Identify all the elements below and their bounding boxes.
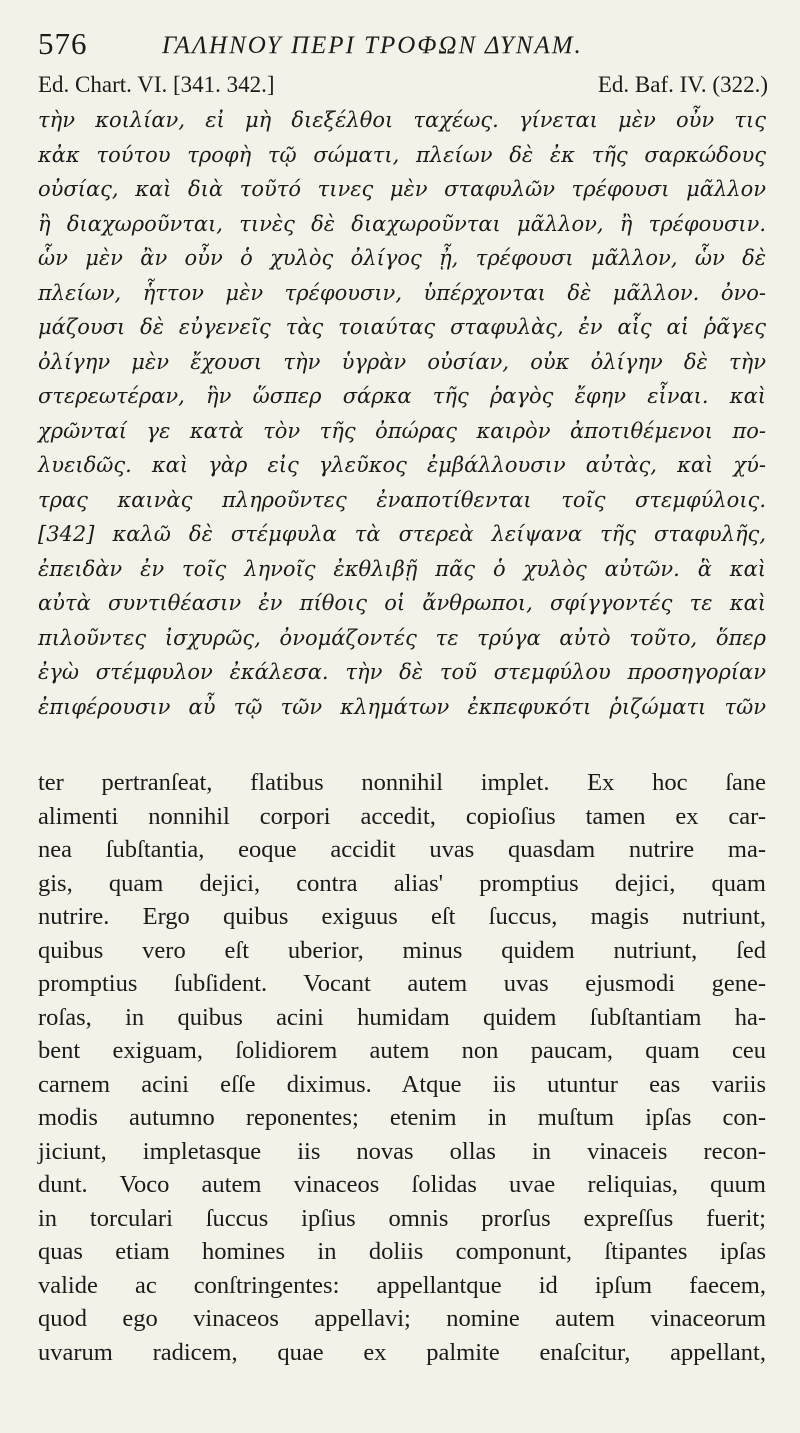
greek-line: οὐσίας, καὶ διὰ τοῦτό τινες μὲν σταφυλῶν τρέφουσι μᾶλλον (38, 177, 766, 201)
page-number: 576 (38, 26, 88, 61)
greek-line: πιλοῦντες ἰσχυρῶς, ὀνομάζοντές τε τρύγα αὐτὸ τοῦτο, ὅπερ (38, 625, 766, 650)
latin-line: roſas, in quibus acini humidam quidem ſubſtantiam ha- (38, 1003, 766, 1031)
latin-line: quibus vero eſt uberior, minus quidem nutriunt, ſed (38, 936, 766, 964)
latin-line: promptius ſubſident. Vocant autem uvas ejusmodi gene- (38, 970, 766, 997)
latin-line: modis autumno reponentes; etenim in muſtum ipſas con- (38, 1104, 766, 1131)
latin-line: gis, quam dejici, contra alias' promptius dejici, quam (38, 869, 766, 897)
latin-line: quas etiam homines in doliis componunt, ſtipantes ipſas (38, 1238, 766, 1265)
latin-line: dunt. Voco autem vinaceos ſolidas uvae reliquias, quum (38, 1171, 766, 1198)
greek-line: ἢ διαχωροῦνται, τινὲς δὲ διαχωροῦνται μᾶλλον, ἢ τρέφουσιν. (38, 211, 766, 236)
greek-line: ὧν μὲν ἂν οὖν ὁ χυλὸς ὀλίγος ᾖ, τρέφουσι μᾶλλον, ὧν δὲ (38, 246, 766, 270)
greek-text-block (38, 103, 766, 724)
greek-line: [342] καλῶ δὲ στέμφυλα τὰ στερεὰ λείψανα τῆς σταφυλῆς, (38, 522, 766, 546)
greek-line: τρας καινὰς πληροῦντες ἐναποτίθενται τοῖς στεμφύλοις. (38, 487, 766, 512)
latin-line: nea ſubſtantia, eoque accidit uvas quasdam nutrire ma- (38, 836, 766, 863)
greek-line: ἐπιφέρουσιν αὖ τῷ τῶν κλημάτων ἐκπεφυκότι ῥιζώματι τῶν (38, 694, 766, 719)
latin-line: jiciunt, impletasque iis novas ollas in vinaceis recon- (38, 1137, 766, 1165)
running-head (38, 26, 768, 62)
greek-line: πλείων, ἧττον μὲν τρέφουσιν, ὑπέρχονται δὲ μᾶλλον. ὀνο- (38, 280, 766, 305)
latin-line: uvarum radicem, quae ex palmite enaſcitur, appellant, (38, 1338, 766, 1366)
latin-line: in torculari ſuccus ipſius omnis prorſus expreſſus fuerit; (38, 1204, 766, 1232)
greek-line: ἐπειδὰν ἐν τοῖς ληνοῖς ἐκθλιβῇ πᾶς ὁ χυλὸς αὐτῶν. ἃ καὶ (38, 556, 766, 581)
edition-reference-line (38, 72, 768, 100)
edition-basel-reference: Ed. Baf. IV. (322.) (597, 72, 768, 97)
greek-line: ἐγὼ στέμφυλον ἐκάλεσα. τὴν δὲ τοῦ στεμφύλου προσηγορίαν (38, 660, 766, 684)
latin-line: nutrire. Ergo quibus exiguus eſt ſuccus, magis nutriunt, (38, 903, 766, 930)
greek-line: ὀλίγην μὲν ἔχουσι τὴν ὑγρὰν οὐσίαν, οὐκ ὀλίγην δὲ τὴν (38, 349, 766, 374)
latin-line: alimenti nonnihil corpori accedit, copioſius tamen ex car- (38, 802, 766, 830)
greek-line: στερεωτέραν, ἣν ὥσπερ σάρκα τῆς ῥαγὸς ἔφην εἶναι. καὶ (38, 384, 766, 408)
greek-line: χρῶνταί γε κατὰ τὸν τῆς ὀπώρας καιρὸν ἀποτιθέμενοι πο- (38, 418, 766, 443)
greek-line: λυειδῶς. καὶ γὰρ εἰς γλεῦκος ἐμβάλλουσιν αὐτὰς, καὶ χύ- (38, 453, 766, 477)
running-title: ΓΑΛΗΝΟΥ ΠΕΡΙ ΤΡΟΦΩΝ ΔΥΝΑΜ. (162, 32, 583, 59)
latin-line: quod ego vinaceos appellavi; nomine autem vinaceorum (38, 1305, 766, 1332)
latin-line: ter pertranſeat, flatibus nonnihil implet. Ex hoc ſane (38, 769, 766, 796)
latin-line: carnem acini eſſe diximus. Atque iis utuntur eas variis (38, 1070, 766, 1098)
latin-line: bent exiguam, ſolidiorem autem non paucam, quam ceu (38, 1037, 766, 1064)
greek-line: αὐτὰ συντιθέασιν ἐν πίθοις οἱ ἄνθρωποι, σφίγγοντές τε καὶ (38, 591, 766, 615)
greek-line: τὴν κοιλίαν, εἰ μὴ διεξέλθοι ταχέως. γίνεται μὲν οὖν τις (38, 108, 766, 132)
latin-line: valide ac conſtringentes: appellantque id ipſum faecem, (38, 1271, 766, 1299)
latin-text-block (38, 766, 766, 1369)
greek-line: μάζουσι δὲ εὐγενεῖς τὰς τοιαύτας σταφυλὰς, ἐν αἷς αἱ ῥᾶγες (38, 315, 766, 339)
edition-chart-reference: Ed. Chart. VI. [341. 342.] (38, 72, 275, 97)
greek-line: κἀκ τούτου τροφὴ τῷ σώματι, πλείων δὲ ἐκ τῆς σαρκώδους (38, 142, 766, 167)
